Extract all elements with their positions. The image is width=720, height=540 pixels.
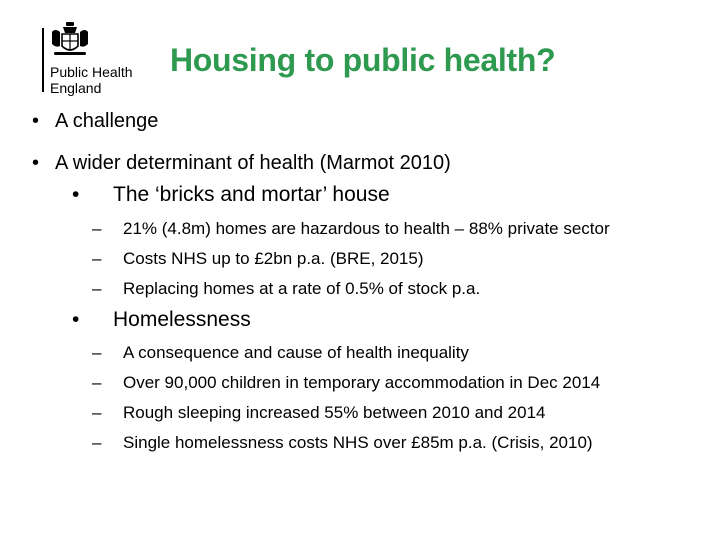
bullet-text: Homelessness [113,308,251,331]
bullet-marker: • [72,183,80,206]
dash-marker: – [92,279,102,298]
phe-logo [42,20,152,100]
list-item-text: Single homelessness costs NHS over £85m p.a. (Crisis, 2010) [123,433,593,452]
list-item-text: Over 90,000 children in temporary accommodation in Dec 2014 [123,373,601,392]
list-item-text: Replacing homes at a rate of 0.5% of stock p.a. [123,279,481,298]
dash-marker: – [92,343,102,362]
list-item-text: A consequence and cause of health inequality [123,343,469,362]
dash-marker: – [92,373,102,392]
slide-title: Housing to public health? [170,42,556,78]
org-line-2: England [50,80,102,96]
list-item-text: Rough sleeping increased 55% between 2010 and 2014 [123,403,546,422]
bullet-marker: • [72,308,80,331]
dash-marker: – [92,249,102,268]
bullet-marker: • [32,110,40,132]
list-item-text: Costs NHS up to £2bn p.a. (BRE, 2015) [123,249,424,268]
org-line-1: Public Health [50,64,133,80]
organisation-name [50,64,133,96]
dash-marker: – [92,219,102,238]
bullet-text: A wider determinant of health (Marmot 2010) [55,152,451,174]
royal-crest-icon [48,20,92,60]
dash-marker: – [92,433,102,452]
logo-divider [42,28,44,92]
dash-marker: – [92,403,102,422]
list-item-text: 21% (4.8m) homes are hazardous to health – 88% private sector [123,219,610,238]
bullet-text: A challenge [55,110,159,132]
bullet-text: The ‘bricks and mortar’ house [113,183,390,206]
bullet-marker: • [32,152,40,174]
